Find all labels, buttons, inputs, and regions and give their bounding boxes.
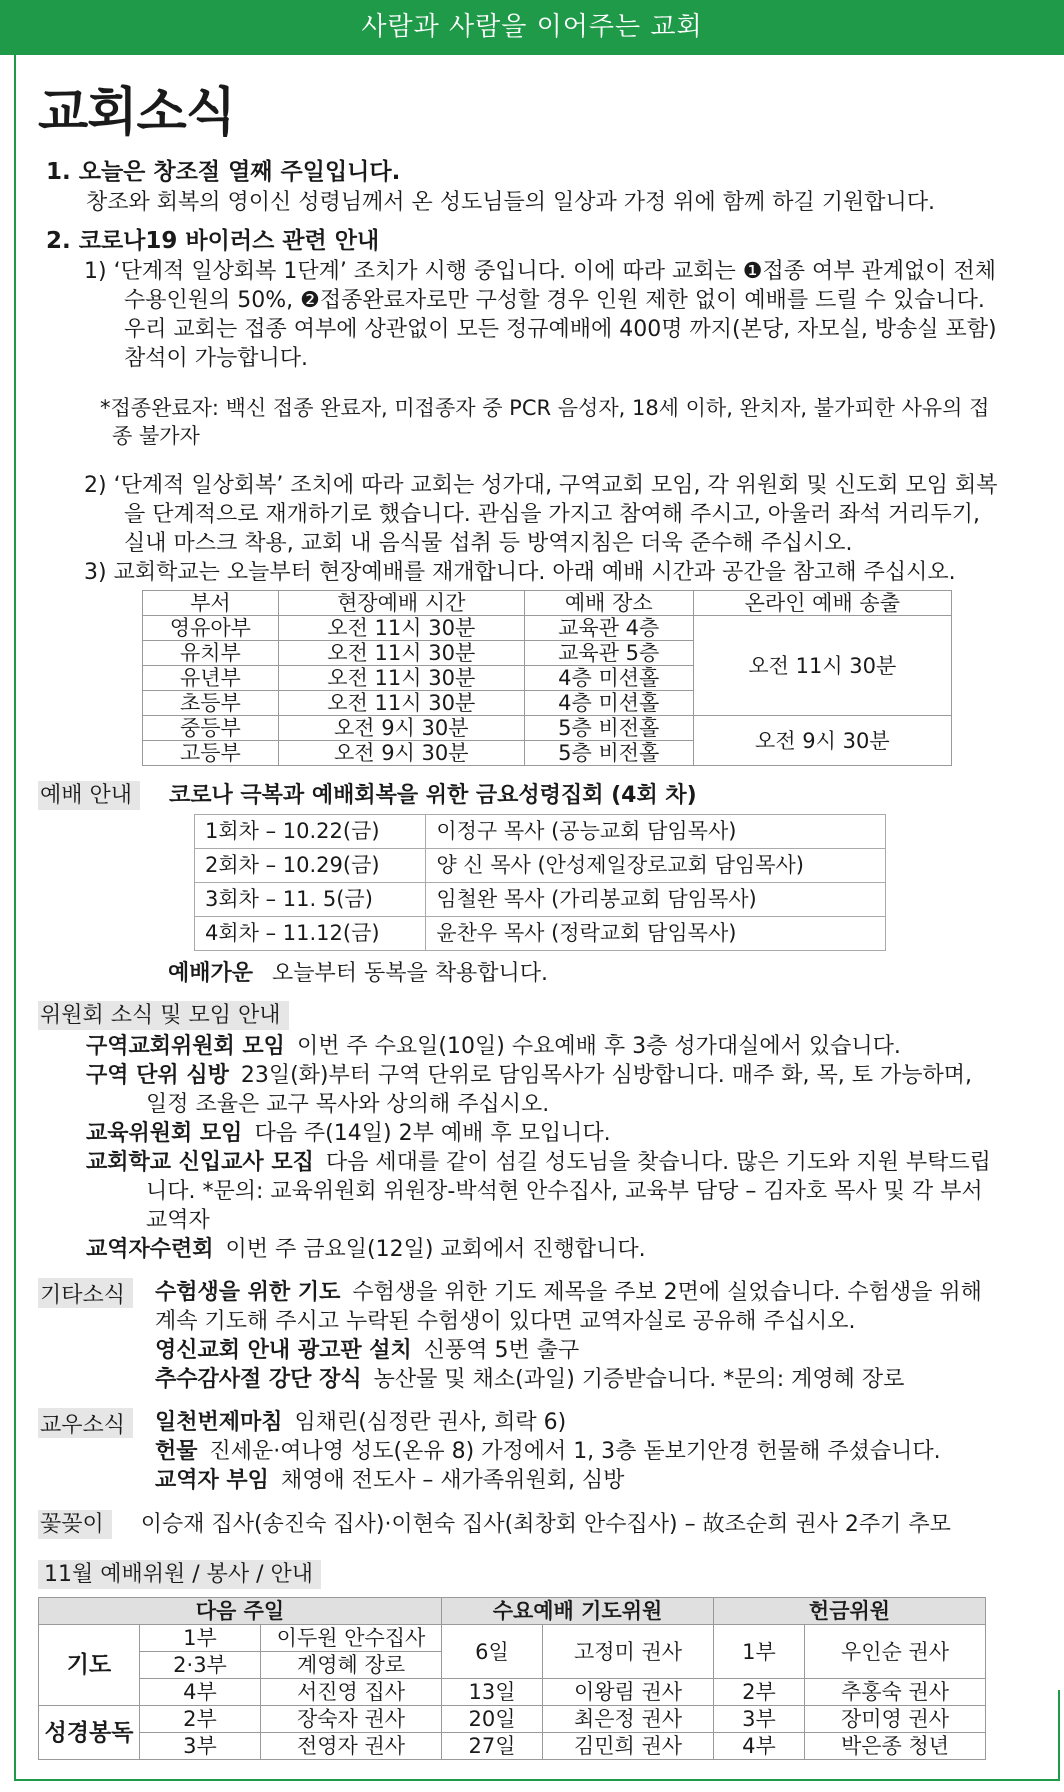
item-label: 수험생을 위한 기도: [155, 1280, 341, 1305]
table-header: 온라인 예배 송출: [693, 591, 951, 616]
page-title: 교회소식: [38, 82, 235, 143]
speaker-cell: 임철완 목사 (가리봉교회 담임목사): [426, 883, 886, 917]
item-label: 일천번제마침: [155, 1410, 283, 1435]
dept-cell: 유치부: [143, 641, 279, 666]
item2-heading: 2. 코로나19 바이러스 관련 안내: [46, 228, 380, 254]
table-row: [195, 849, 886, 883]
name-cell: 추홍숙 권사: [805, 1679, 986, 1706]
item-text: 이번 주 금요일(12일) 교회에서 진행합니다.: [225, 1237, 646, 1262]
service-section: [38, 1559, 1000, 1591]
vaccination-note: *접종완료자: 백신 접종 완료자, 미접종자 중 PCR 음성자, 18세 이하, 완치자, 불가피한 사유의 접종 불가자: [100, 396, 990, 448]
table-header: 예배 장소: [524, 591, 693, 616]
name-cell: 우인순 권사: [805, 1625, 986, 1679]
dept-cell: 중등부: [143, 716, 279, 741]
table-row: [39, 1706, 986, 1733]
table-header: 수요예배 기도위원: [442, 1598, 714, 1625]
top-banner: 사람과 사람을 이어주는 교회: [0, 0, 1064, 55]
committee-heading: 위원회 소식 및 모임 안내: [38, 1001, 289, 1030]
speaker-cell: 이정구 목사 (공능교회 담임목사): [426, 815, 886, 849]
date-cell: 27일: [442, 1733, 543, 1760]
list-item: [155, 1466, 1000, 1495]
prayer-label: 기도: [39, 1625, 140, 1706]
table-row: [195, 815, 886, 849]
gown-text: 오늘부터 동복을 착용합니다.: [272, 961, 549, 986]
time-cell: 오전 11시 30분: [278, 616, 524, 641]
item-text: 다음 주(14일) 2부 예배 후 모입니다.: [254, 1121, 611, 1146]
members-list: [155, 1408, 1000, 1495]
place-cell: 4층 미션홀: [524, 691, 693, 716]
item1-heading: 1. 오늘은 창조절 열째 주일입니다.: [46, 159, 401, 185]
table-row: [195, 883, 886, 917]
table-header: 다음 주일: [39, 1598, 442, 1625]
worship-heading: 코로나 극복과 예배회복을 위한 금요성령집회 (4회 차): [169, 783, 697, 808]
service-table: [38, 1597, 986, 1760]
date-cell: 20일: [442, 1706, 543, 1733]
item-label: 교역자수련회: [86, 1237, 214, 1262]
table-header: 현장예배 시간: [278, 591, 524, 616]
speaker-cell: 양 신 목사 (안성제일장로교회 담임목사): [426, 849, 886, 883]
item-text: 임채린(심정란 권사, 희락 6): [294, 1410, 567, 1435]
time-cell: 오전 11시 30분: [278, 691, 524, 716]
etc-list: [155, 1278, 1000, 1394]
place-cell: 교육관 5층: [524, 641, 693, 666]
table-row: [143, 716, 952, 741]
table-row: [195, 917, 886, 951]
left-border-line: [14, 55, 16, 1780]
part-cell: 3부: [140, 1733, 261, 1760]
table-row: [39, 1625, 986, 1652]
table-row: [39, 1733, 986, 1760]
name-cell: 이왕림 권사: [543, 1679, 714, 1706]
item-text: 진세운·여나영 성도(온유 8) 가정에서 1, 3층 돋보기안경 헌물해 주셨습니다.: [209, 1439, 941, 1464]
part-cell: 2부: [714, 1679, 805, 1706]
committee-section: [38, 1000, 1000, 1032]
item-label: 교육위원회 모임: [86, 1121, 243, 1146]
name-cell: 박은종 청년: [805, 1733, 986, 1760]
item2-paragraph-2: 2) ‘단계적 일상회복’ 조치에 따라 교회는 성가대, 구역교회 모임, 각 위원회 및 신도회 모임 회복을 단계적으로 재개하기로 했습니다. 관심을 가지고 참여해 주시고, 아울러 좌석 거리두기, 실내 마스크 착용, 교회 내 음식물 섭취 등 방역지침은 더욱 준수해 주십시오.: [84, 473, 998, 556]
part-cell: 4부: [140, 1679, 261, 1706]
table-row: [143, 616, 952, 641]
place-cell: 5층 비전홀: [524, 741, 693, 766]
news-content: [38, 70, 1000, 1760]
time-cell: 오전 9시 30분: [278, 741, 524, 766]
date-cell: 6일: [442, 1625, 543, 1679]
speaker-cell: 윤찬우 목사 (정락교회 담임목사): [426, 917, 886, 951]
gown-notice: [38, 959, 1000, 988]
dept-cell: 영유아부: [143, 616, 279, 641]
item1-text: 창조와 회복의 영이신 성령님께서 온 성도님들의 일상과 가정 위에 함께 하길 기원합니다.: [86, 190, 935, 215]
flowers-text: 이승재 집사(송진숙 집사)·이현숙 집사(최창회 안수집사) – 故조순희 권사 2주기 추모: [140, 1512, 951, 1537]
right-border-line: [1058, 1690, 1060, 1780]
bottom-border-line: [14, 1779, 1060, 1781]
part-cell: 1부: [140, 1625, 261, 1652]
members-section: [38, 1408, 1000, 1495]
session-cell: 3회차 – 11. 5(금): [195, 883, 426, 917]
list-item: [86, 1032, 1000, 1061]
item2-paragraph-1: 1) ‘단계적 일상회복 1단계’ 조치가 시행 중입니다. 이에 따라 교회는 ❶접종 여부 관계없이 전체 수용인원의 50%, ❷접종완료자로만 구성할 경우 인원 제한 없이 예배를 드릴 수 있습니다. 우리 교회는 접종 여부에 상관없이 모든 정규예배에 400명 까지(본당, 자모실, 방송실 포함) 참석이 가능합니다.: [84, 259, 997, 371]
item-label: 교회학교 신입교사 모집: [86, 1150, 314, 1175]
name-cell: 장숙자 권사: [261, 1706, 442, 1733]
list-item: [86, 1119, 1000, 1148]
table-header-row: [143, 591, 952, 616]
item-label: 교역자 부임: [155, 1468, 269, 1493]
part-cell: 3부: [714, 1706, 805, 1733]
list-item: [155, 1365, 1000, 1394]
section-tag: 교우소식: [38, 1408, 133, 1438]
name-cell: 전영자 권사: [261, 1733, 442, 1760]
item-label: 구역 단위 심방: [86, 1063, 229, 1088]
name-cell: 서진영 집사: [261, 1679, 442, 1706]
dept-cell: 유년부: [143, 666, 279, 691]
etc-section: [38, 1278, 1000, 1394]
section-tag: 꽃꽂이: [38, 1510, 112, 1539]
place-cell: 5층 비전홀: [524, 716, 693, 741]
online-cell: 오전 9시 30분: [693, 716, 951, 766]
time-cell: 오전 9시 30분: [278, 716, 524, 741]
item-text: 이번 주 수요일(10일) 수요예배 후 3층 성가대실에서 있습니다.: [296, 1034, 901, 1059]
session-cell: 4회차 – 11.12(금): [195, 917, 426, 951]
section-tag: 기타소식: [38, 1278, 133, 1308]
session-cell: 1회차 – 10.22(금): [195, 815, 426, 849]
part-cell: 2·3부: [140, 1652, 261, 1679]
flowers-section: [38, 1509, 1000, 1541]
item-label: 영신교회 안내 광고판 설치: [155, 1338, 412, 1363]
part-cell: 4부: [714, 1733, 805, 1760]
school-worship-table: [142, 590, 952, 766]
online-cell: 오전 11시 30분: [693, 616, 951, 716]
list-item: [155, 1408, 1000, 1437]
list-item: [86, 1235, 1000, 1264]
list-item: [155, 1336, 1000, 1365]
item-text: 다음 세대를 같이 섬길 성도님을 찾습니다. 많은 기도와 지원 부탁드립니다. *문의: 교육위원회 위원장-박석현 안수집사, 교육부 담당 – 김자호 목사 및 각 부서 교역자: [146, 1150, 991, 1233]
name-cell: 김민희 권사: [543, 1733, 714, 1760]
committee-list: [38, 1032, 1000, 1264]
part-cell: 1부: [714, 1625, 805, 1679]
item-text: 농산물 및 채소(과일) 기증받습니다. *문의: 계영혜 장로: [373, 1367, 905, 1392]
item-text: 수험생을 위한 기도 제목을 주보 2면에 실었습니다. 수험생을 위해 계속 기도해 주시고 누락된 수험생이 있다면 교역자실로 공유해 주십시오.: [155, 1280, 982, 1334]
name-cell: 고정미 권사: [543, 1625, 714, 1679]
session-cell: 2회차 – 10.29(금): [195, 849, 426, 883]
table-header: 부서: [143, 591, 279, 616]
item-label: 헌물: [155, 1439, 198, 1464]
item-text: 채영애 전도사 – 새가족위원회, 심방: [280, 1468, 625, 1493]
dept-cell: 고등부: [143, 741, 279, 766]
worship-section: [38, 780, 1000, 812]
name-cell: 장미영 권사: [805, 1706, 986, 1733]
table-row: [39, 1679, 986, 1706]
gown-label: 예배가운: [168, 961, 254, 986]
section-tag: 예배 안내: [38, 781, 140, 810]
item-label: 추수감사절 강단 장식: [155, 1367, 362, 1392]
place-cell: 교육관 4층: [524, 616, 693, 641]
date-cell: 13일: [442, 1679, 543, 1706]
list-item: [86, 1061, 1000, 1119]
time-cell: 오전 11시 30분: [278, 666, 524, 691]
table-header: 헌금위원: [714, 1598, 986, 1625]
list-item: [155, 1278, 1000, 1336]
item2-paragraph-3: 3) 교회학교는 오늘부터 현장예배를 재개합니다. 아래 예배 시간과 공간을 참고해 주십시오.: [84, 560, 956, 585]
friday-meeting-table: [194, 814, 886, 951]
place-cell: 4층 미션홀: [524, 666, 693, 691]
list-item: [155, 1437, 1000, 1466]
name-cell: 계영혜 장로: [261, 1652, 442, 1679]
name-cell: 이두원 안수집사: [261, 1625, 442, 1652]
part-cell: 2부: [140, 1706, 261, 1733]
item-label: 구역교회위원회 모임: [86, 1034, 285, 1059]
item-text: 신풍역 5번 출구: [423, 1338, 580, 1363]
table-header-row: [39, 1598, 986, 1625]
time-cell: 오전 11시 30분: [278, 641, 524, 666]
dept-cell: 초등부: [143, 691, 279, 716]
name-cell: 최은정 권사: [543, 1706, 714, 1733]
item-text: 23일(화)부터 구역 단위로 담임목사가 심방합니다. 매주 화, 목, 토 가능하며, 일정 조율은 교구 목사와 상의해 주십시오.: [146, 1063, 972, 1117]
service-heading: 11월 예배위원 / 봉사 / 안내: [38, 1560, 321, 1589]
reading-label: 성경봉독: [39, 1706, 140, 1760]
list-item: [86, 1148, 1000, 1235]
